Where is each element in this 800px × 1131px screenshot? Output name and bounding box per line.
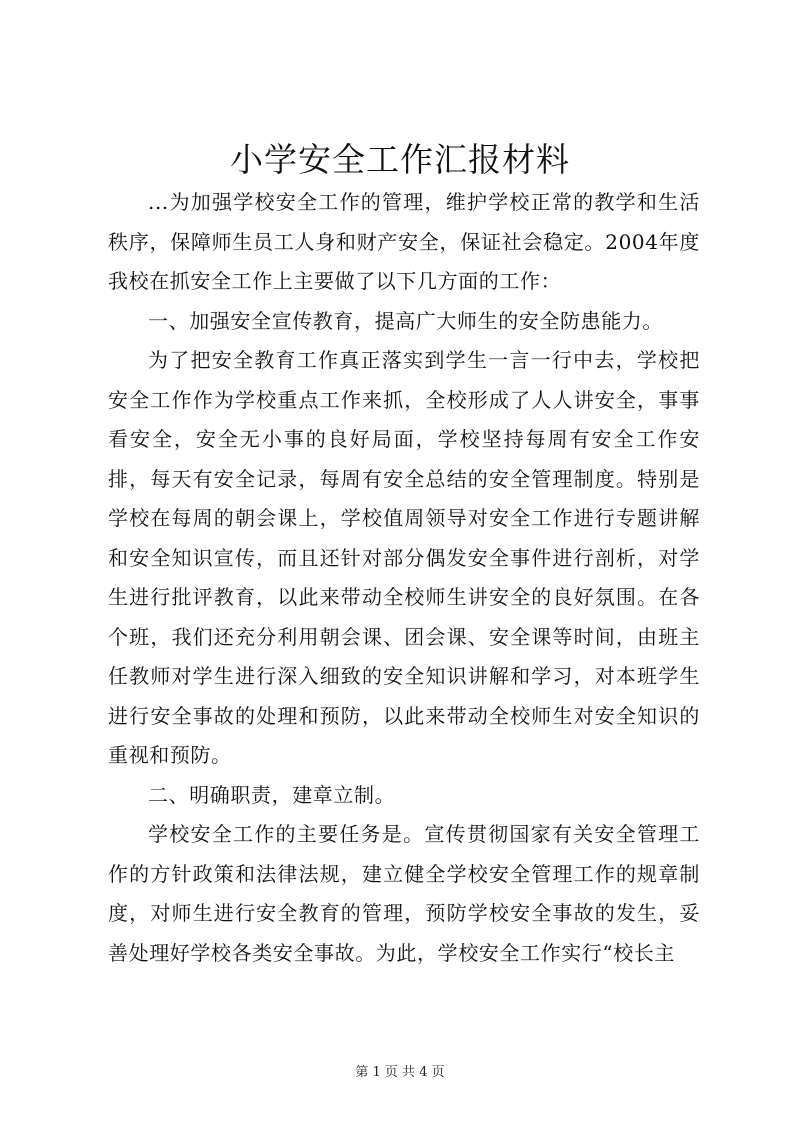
page-number: 第 1 页 共 4 页: [355, 1065, 445, 1080]
document-body: [108, 183, 700, 973]
paragraph-intro: ...为加强学校安全工作的管理，维护学校正常的教学和生活秩序，保障师生员工人身和财产安全，保证社会稳定。2004年度我校在抓安全工作上主要做了以下几方面的工作：: [108, 190, 700, 293]
section-heading-2: 二、明确职责，建章立制。: [148, 782, 396, 807]
paragraph-responsibilities: 学校安全工作的主要任务是。宣传贯彻国家有关安全管理工作的方针政策和法律法规，建立健全学校安全管理工作的规章制度，对师生进行安全教育的管理，预防学校安全事故的发生，妥善处理好学校各类安全事故。为此，学校安全工作实行“校长主: [108, 822, 700, 965]
document-title: 小学安全工作汇报材料: [230, 140, 570, 179]
section-heading-1: 一、加强安全宣传教育，提高广大师生的安全防患能力。: [148, 308, 663, 333]
paragraph-safety-education: 为了把安全教育工作真正落实到学生一言一行中去，学校把安全工作作为学校重点工作来抓，全校形成了人人讲安全，事事看安全，安全无小事的良好局面，学校坚持每周有安全工作安排，每天有安全记录，每周有安全总结的安全管理制度。特别是学校在每周的朝会课上，学校值周领导对安全工作进行专题讲解和安全知识宣传，而且还针对部分偶发安全事件进行剖析，对学生进行批评教育，以此来带动全校师生讲安全的良好氛围。在各个班，我们还充分利用朝会课、团会课、安全课等时间，由班主任教师对学生进行深入细致的安全知识讲解和学习，对本班学生进行安全事故的处理和预防，以此来带动全校师生对安全知识的重视和预防。: [108, 348, 700, 767]
